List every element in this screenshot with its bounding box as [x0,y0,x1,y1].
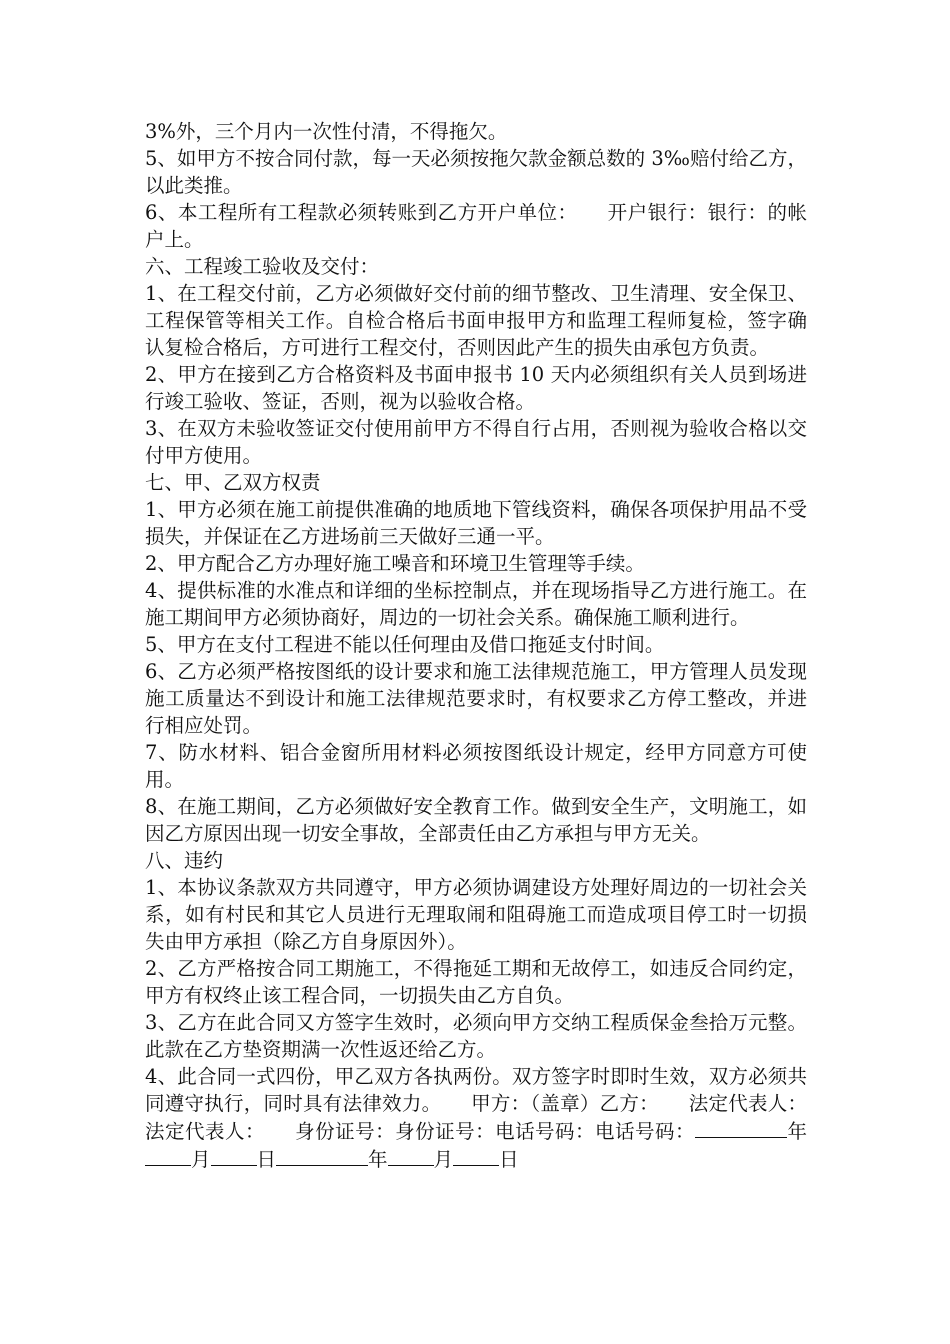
document-page [145,118,807,1173]
paragraph: 5、如甲方不按合同付款，每一天必须按拖欠款金额总数的 3‰赔付给乙方，以此类推。 [145,147,807,197]
paragraph: 1、在工程交付前，乙方必须做好交付前的细节整改、卫生清理、安全保卫、工程保管等相关工作。自检合格后书面申报甲方和监理工程师复检，签字确认复检合格后，方可进行工程交付，否则因此产生的损失由承包方负责。 [145,282,807,359]
paragraph: 5、甲方在支付工程进不能以任何理由及借口拖延支付时间。 [145,633,665,656]
paragraph: 1、甲方必须在施工前提供准确的地质地下管线资料，确保各项保护用品不受损失，并保证在乙方进场前三天做好三通一平。 [145,498,807,548]
year-label-1: 年 [786,1120,807,1143]
paragraph: 8、在施工期间，乙方必须做好安全教育工作。做到安全生产，文明施工，如因乙方原因出现一切安全事故，全部责任由乙方承担与甲方无关。 [145,795,807,845]
year-blank-1 [695,1117,787,1138]
section-heading: 六、工程竣工验收及交付： [145,255,380,278]
paragraph: 2、乙方严格按合同工期施工，不得拖延工期和无故停工，如违反合同约定，甲方有权终止该工程合同，一切损失由乙方自负。 [145,957,807,1007]
month-label-1: 月 [191,1148,211,1171]
section-heading: 八、违约 [145,849,224,872]
year-blank-2 [276,1145,368,1166]
day-blank-2 [453,1145,499,1166]
section-heading: 七、甲、乙双方权责 [145,471,321,494]
day-blank-1 [211,1145,257,1166]
year-label-2: 年 [368,1148,388,1171]
closing-text: 4、此合同一式四份，甲乙双方各执两份。双方签字时即时生效，双方必须共同遵守执行，同时具有法律效力。 甲方：（盖章）乙方： 法定代表人：法定代表人： 身份证号：身份证号：电话号码：电话号码： [145,1065,807,1143]
paragraph: 7、防水材料、铝合金窗所用材料必须按图纸设计规定，经甲方同意方可使用。 [145,741,807,791]
paragraph: 2、甲方配合乙方办理好施工噪音和环境卫生管理等手续。 [145,552,645,575]
paragraph: 1、本协议条款双方共同遵守，甲方必须协调建设方处理好周边的一切社会关系，如有村民和其它人员进行无理取闹和阻碍施工而造成项目停工时一切损失由甲方承担（除乙方自身原因外）。 [145,876,807,953]
day-label-2: 日 [499,1148,519,1171]
month-blank-1 [145,1145,191,1166]
paragraph: 6、乙方必须严格按图纸的设计要求和施工法律规范施工，甲方管理人员发现施工质量达不到设计和施工法律规范要求时，有权要求乙方停工整改，并进行相应处罚。 [145,660,807,737]
day-label-1: 日 [256,1148,277,1171]
closing-paragraph [145,1063,807,1173]
paragraph: 2、甲方在接到乙方合格资料及书面申报书 10 天内必须组织有关人员到场进行竣工验收、签证，否则，视为以验收合格。 [145,363,807,413]
paragraph: 4、提供标准的水准点和详细的坐标控制点，并在现场指导乙方进行施工。在施工期间甲方必须协商好，周边的一切社会关系。确保施工顺利进行。 [145,579,807,629]
month-label-2: 月 [433,1148,454,1171]
paragraph: 3、在双方未验收签证交付使用前甲方不得自行占用，否则视为验收合格以交付甲方使用。 [145,417,807,467]
paragraph: 3%外，三个月内一次性付清，不得拖欠。 [145,120,508,143]
month-blank-2 [388,1145,434,1166]
paragraph: 6、本工程所有工程款必须转账到乙方开户单位： 开户银行：银行：的帐户上。 [145,201,807,251]
paragraph: 3、乙方在此合同又方签字生效时，必须向甲方交纳工程质保金叁拾万元整。此款在乙方垫资期满一次性返还给乙方。 [145,1011,807,1061]
